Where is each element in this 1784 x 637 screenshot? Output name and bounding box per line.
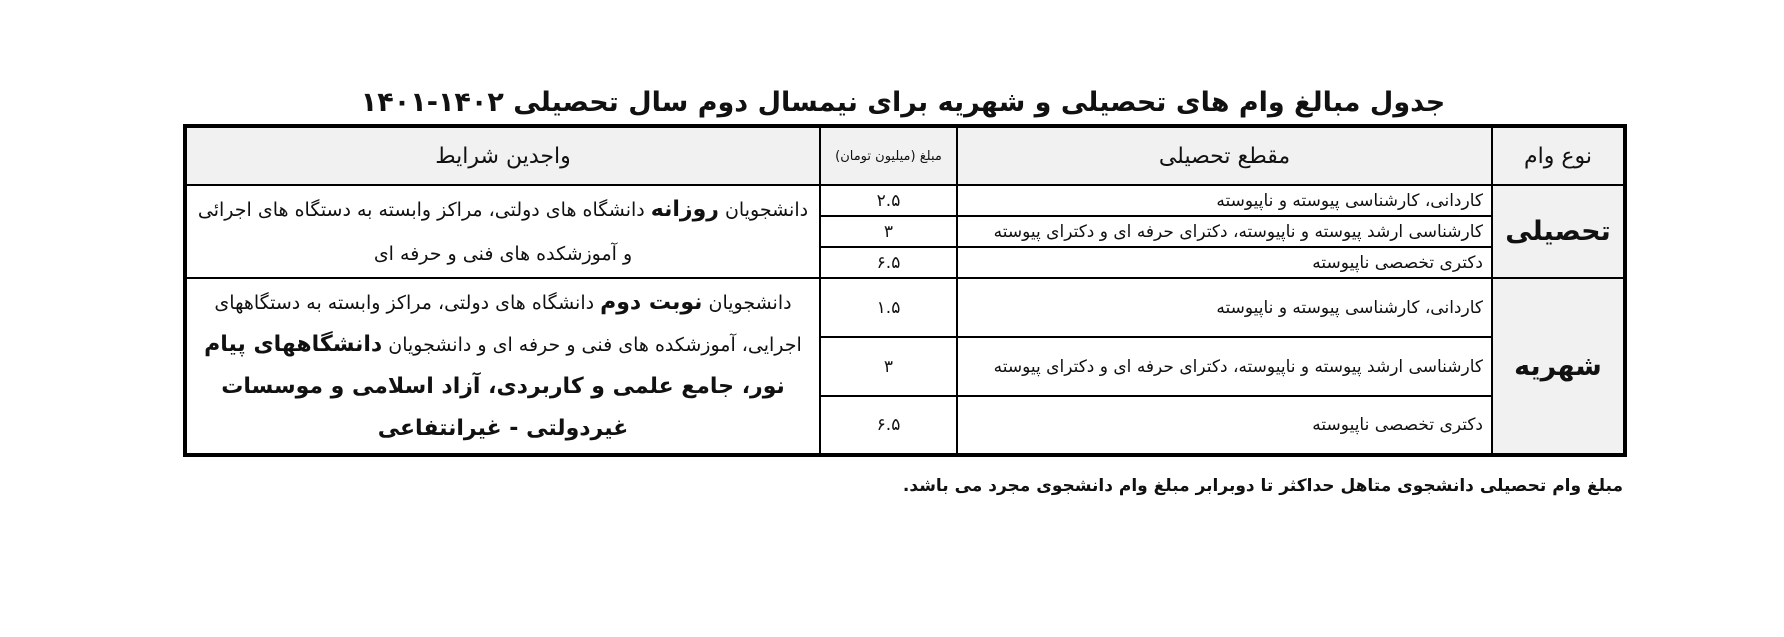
header-loan-type: نوع وام xyxy=(1492,126,1625,185)
level-cell: کارشناسی ارشد پیوسته و ناپیوسته، دکترای حرفه ای و دکترای پیوسته xyxy=(957,337,1492,396)
conditions-text: دانشگاه های دولتی، مراکز وابسته به دستگاه های اجرائی و آموزشکده های فنی و حرفه ای xyxy=(197,198,651,265)
loan-type-tuition: تحصیلی xyxy=(1492,185,1625,278)
conditions-text: دانشجویان xyxy=(718,198,809,221)
table-row xyxy=(185,185,1625,216)
conditions-cell xyxy=(185,185,820,278)
table-header-row xyxy=(185,126,1625,185)
level-cell: کاردانی، کارشناسی پیوسته و ناپیوسته xyxy=(957,185,1492,216)
conditions-emphasis: روزانه xyxy=(650,196,719,222)
amount-cell: ۶.۵ xyxy=(820,247,957,278)
amount-cell: ۱.۵ xyxy=(820,278,957,337)
conditions-emphasis: نوبت دوم xyxy=(600,290,703,315)
level-cell: کاردانی، کارشناسی پیوسته و ناپیوسته xyxy=(957,278,1492,337)
conditions-cell xyxy=(185,278,820,455)
table-row xyxy=(185,278,1625,337)
amount-cell: ۳ xyxy=(820,216,957,247)
conditions-emphasis: دانشگاههای پیام نور، جامع علمی و کاربردی، آزاد اسلامی و موسسات غیردولتی - غیرانتفاعی xyxy=(204,332,785,441)
level-cell: دکتری تخصصی ناپیوسته xyxy=(957,396,1492,455)
page-title: جدول مبالغ وام های تحصیلی و شهریه برای نیمسال دوم سال تحصیلی ۱۴۰۲-۱۴۰۱ xyxy=(360,87,1446,118)
footnote: مبلغ وام تحصیلی دانشجوی متاهل حداکثر تا دوبرابر مبلغ وام دانشجوی مجرد می باشد. xyxy=(902,476,1623,496)
amount-cell: ۳ xyxy=(820,337,957,396)
loan-type-fee: شهریه xyxy=(1492,278,1625,455)
amount-cell: ۲.۵ xyxy=(820,185,957,216)
loan-table xyxy=(183,124,1627,457)
conditions-text: دانشگاه های دولتی، مراکز وابسته به دستگاههای اجرایی، آموزشکده های فنی و حرفه ای و دانشجویان xyxy=(214,292,802,356)
header-conditions: واجدین شرایط xyxy=(185,126,820,185)
amount-cell: ۶.۵ xyxy=(820,396,957,455)
level-cell: دکتری تخصصی ناپیوسته xyxy=(957,247,1492,278)
level-cell: کارشناسی ارشد پیوسته و ناپیوسته، دکترای حرفه ای و دکترای پیوسته xyxy=(957,216,1492,247)
header-level: مقطع تحصیلی xyxy=(957,126,1492,185)
header-amount: مبلغ (میلیون تومان) xyxy=(820,126,957,185)
conditions-text: دانشجویان xyxy=(702,292,792,314)
